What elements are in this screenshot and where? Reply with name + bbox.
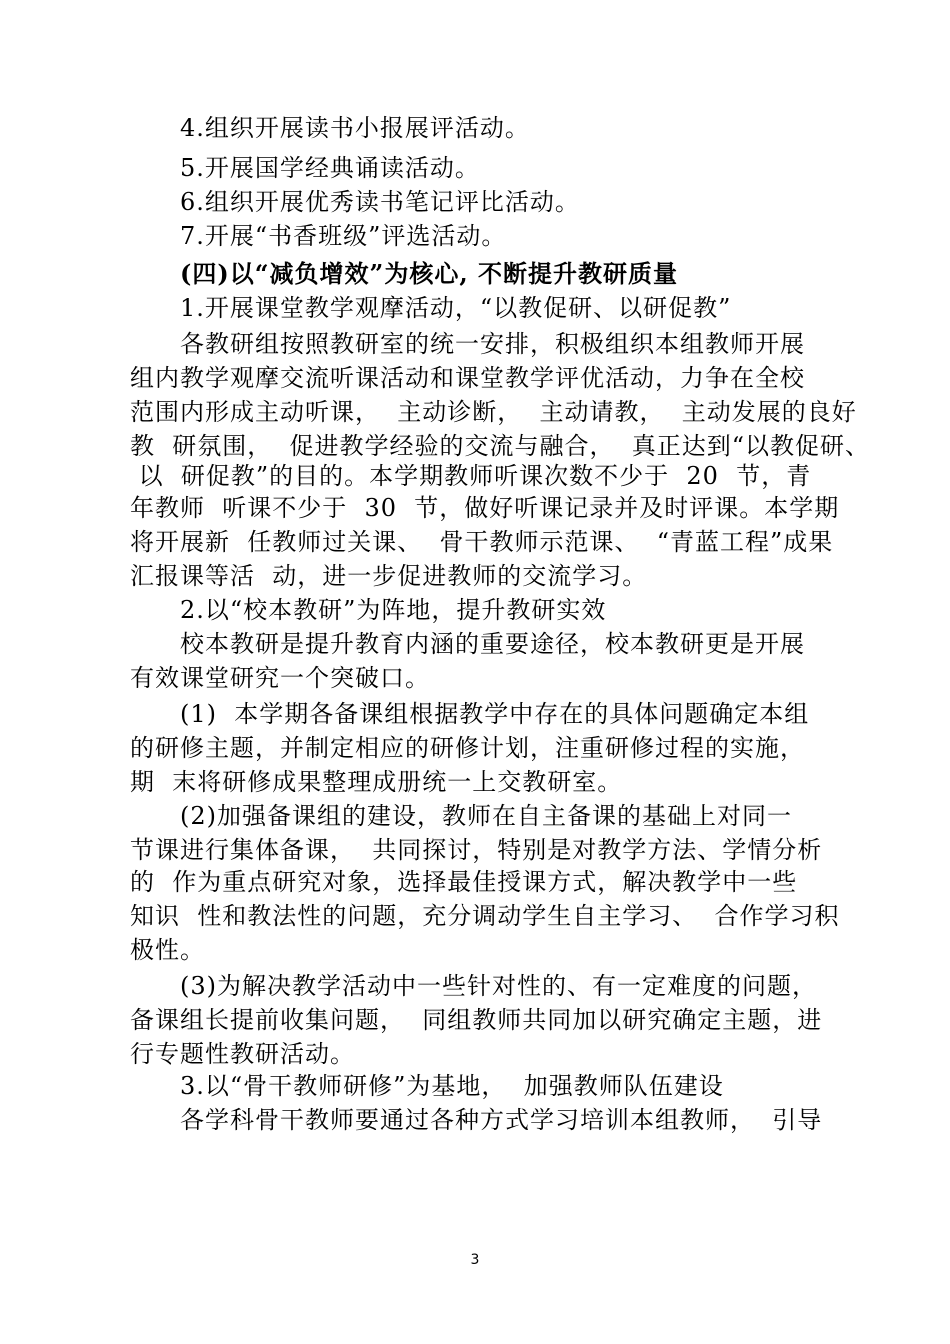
paragraph-line: 备课组长提前收集问题， 同组教师共同加以研究确定主题，进 — [130, 1006, 823, 1034]
paragraph-line: 行专题性教研活动。 — [130, 1040, 355, 1068]
paragraph-line: 节课进行集体备课， 共同探讨，特别是对教学方法、学情分析 — [130, 836, 823, 864]
paragraph-line: 的 作为重点研究对象，选择最佳授课方式，解决教学中一些 — [130, 868, 798, 896]
paragraph-line: 期 末将研修成果整理成册统一上交教研室。 — [130, 768, 623, 796]
paragraph-line: 年教师 听课不少于 30 节，做好听课记录并及时评课。本学期 — [130, 494, 840, 522]
subsection-heading: 2.以“校本教研”为阵地，提升教研实效 — [180, 596, 607, 624]
paragraph-line: 汇报课等活 动，进一步促进教师的交流学习。 — [130, 562, 648, 590]
page-number: 3 — [470, 1252, 480, 1268]
paragraph-line: 极性。 — [130, 936, 205, 964]
paragraph-line: 有效课堂研究一个突破口。 — [130, 664, 430, 692]
paragraph-line: 各教研组按照教研室的统一安排，积极组织本组教师开展 — [180, 330, 805, 358]
subsection-heading: 3.以“骨干教师研修”为基地， 加强教师队伍建设 — [180, 1072, 724, 1100]
subsection-heading: 1.开展课堂教学观摩活动，“以教促研、以研促教” — [180, 294, 732, 322]
paragraph-line: 的研修主题，并制定相应的研修计划，注重研修过程的实施， — [130, 734, 805, 762]
section-heading: (四)以“减负增效”为核心, 不断提升教研质量 — [180, 259, 679, 288]
list-item: 6.组织开展优秀读书笔记评比活动。 — [180, 188, 580, 216]
paragraph-line: 组内教学观摩交流听课活动和课堂教学评优活动，力争在全校 — [130, 364, 805, 392]
paragraph-line: 以 研促教”的目的。本学期教师听课次数不少于 20 节，青 — [130, 462, 812, 490]
paragraph-line: 教 研氛围， 促进教学经验的交流与融合， 真正达到“以教促研、 — [130, 432, 871, 460]
paragraph-line: (3)为解决教学活动中一些针对性的、有一定难度的问题， — [180, 972, 817, 1000]
paragraph-line: 各学科骨干教师要通过各种方式学习培训本组教师， 引导 — [180, 1106, 823, 1134]
paragraph-line: 知识 性和教法性的问题，充分调动学生自主学习、 合作学习积 — [130, 902, 840, 930]
list-item: 7.开展“书香班级”评选活动。 — [180, 222, 507, 250]
list-item: 5.开展国学经典诵读活动。 — [180, 154, 480, 182]
paragraph-line: 范围内形成主动听课， 主动诊断， 主动请教， 主动发展的良好 — [130, 398, 857, 426]
paragraph-line: 校本教研是提升教育内涵的重要途径，校本教研更是开展 — [180, 630, 805, 658]
paragraph-line: (2)加强备课组的建设，教师在自主备课的基础上对同一 — [180, 802, 792, 830]
paragraph-line: 将开展新 任教师过关课、 骨干教师示范课、 “青蓝工程”成果 — [130, 528, 834, 556]
paragraph-line: (1) 本学期各备课组根据教学中存在的具体问题确定本组 — [180, 700, 810, 728]
list-item: 4.组织开展读书小报展评活动。 — [180, 114, 530, 142]
